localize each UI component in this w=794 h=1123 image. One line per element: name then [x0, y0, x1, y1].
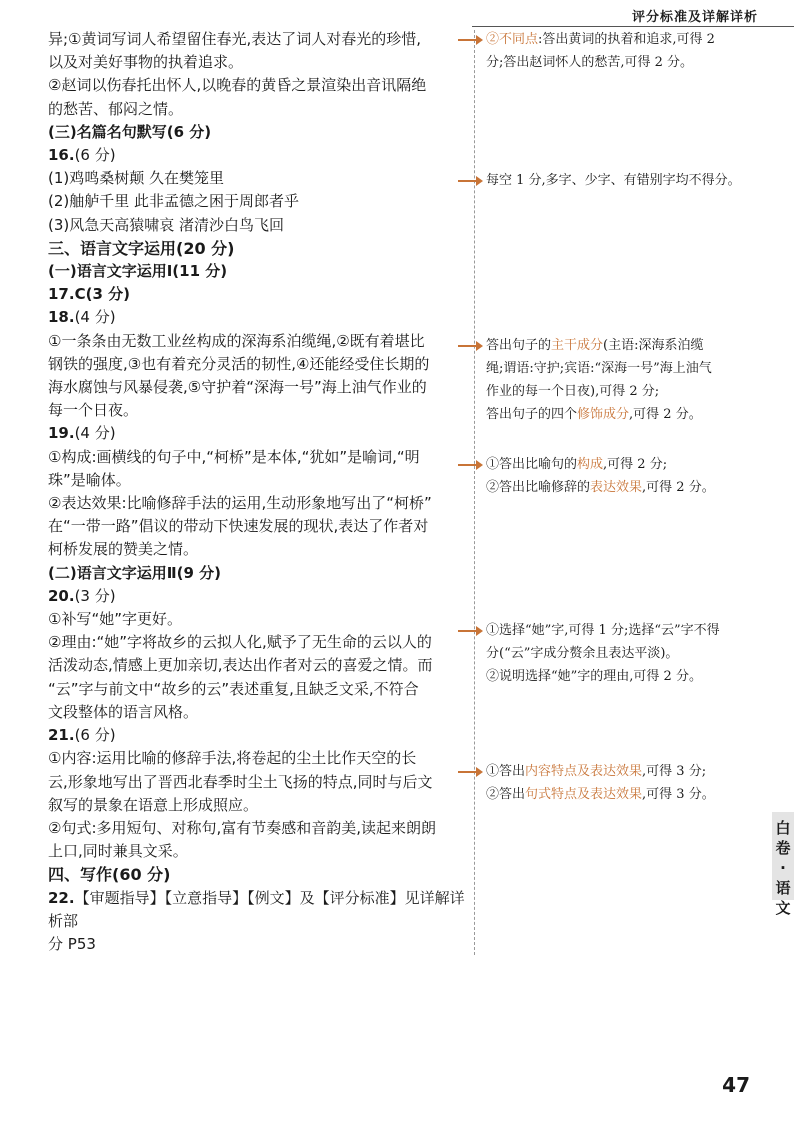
highlight-term: 表达效果	[590, 480, 643, 495]
answer-line: 每一个日夜。	[48, 401, 139, 420]
rubric-text: 每空 1 分,多字、少字、有错别字均不得分。	[486, 173, 741, 188]
arrow-icon	[458, 345, 480, 347]
answer-line: 的愁苦、郁闷之情。	[48, 99, 184, 118]
rubric-text: 答出句子的四个	[486, 407, 578, 422]
answer-line: 在“一带一路”倡议的带动下快速发展的现状,表达了作者对	[48, 517, 429, 536]
answer-line: 【审题指导】【立意指导】【例文】及【评分标准】见详解详析部	[48, 888, 465, 930]
rubric-text: 答出句子的	[486, 338, 552, 353]
answer-column	[48, 28, 470, 956]
question-number: 18.	[48, 308, 75, 327]
question-score: (4 分)	[74, 424, 116, 443]
rubric-text: ①答出	[486, 764, 526, 779]
rubric-text: ,可得 3 分;	[642, 764, 707, 779]
rubric-text: ①答出比喻句的	[486, 457, 578, 472]
answer-line: ②句式:多用短句、对称句,富有节奏感和音韵美,读起来朗朗	[48, 818, 437, 837]
answer-line: 海水腐蚀与风暴侵袭,⑤守护着“深海一号”海上油气作业的	[48, 378, 427, 397]
arrow-icon	[458, 464, 480, 466]
question-score: (6 分)	[74, 726, 116, 745]
rubric-text: ②答出	[486, 787, 526, 802]
rubric-text: :答出黄词的执着和追求,可得 2	[538, 32, 715, 47]
side-tab-char: ·	[780, 859, 786, 877]
answer-line: ②理由:“她”字将故乡的云拟人化,赋予了无生命的云以人的	[48, 633, 432, 652]
rubric-text: ,可得 3 分。	[642, 787, 715, 802]
question-19	[48, 422, 470, 445]
column-divider	[474, 30, 475, 955]
rubric-text: 分;答出赵词怀人的愁苦,可得 2 分。	[486, 55, 694, 70]
page-number: 47	[722, 1073, 750, 1097]
answer-line: (1)鸡鸣桑树颠 久在樊笼里	[48, 169, 225, 188]
rubric-text: 分(“云”字成分赘余且表达平淡)。	[486, 646, 679, 661]
rubric-note	[486, 760, 766, 806]
arrow-icon	[458, 630, 480, 632]
answer-line: ①内容:运用比喻的修辞手法,将卷起的尘土比作天空的长	[48, 749, 417, 768]
header-rule	[472, 26, 794, 27]
section-heading: 四、写作(60 分)	[48, 865, 171, 885]
question-number: 21.	[48, 726, 75, 745]
subsection-heading: (一)语言文字运用Ⅰ(11 分)	[48, 262, 228, 281]
side-tab-char: 语	[775, 879, 791, 897]
question-21	[48, 724, 470, 747]
question-answer: C(3 分)	[74, 285, 130, 304]
side-tab-char: 文	[775, 899, 791, 917]
highlight-term: ②不同点	[486, 32, 539, 47]
answer-line: 叙写的景象在语意上形成照应。	[48, 795, 259, 814]
answer-line: ②赵词以伤春托出怀人,以晚春的黄昏之景渲染出音讯隔绝	[48, 76, 427, 95]
answer-line: (3)风急天高猿啸哀 渚清沙白鸟飞回	[48, 215, 285, 234]
answer-line: ①构成:画横线的句子中,“柯桥”是本体,“犹如”是喻词,“明	[48, 447, 420, 466]
rubric-text: (主语:深海系泊缆	[603, 338, 704, 353]
answer-line: 上口,同时兼具文采。	[48, 842, 188, 861]
section-heading: (三)名篇名句默写(6 分)	[48, 122, 212, 141]
answer-line: 云,形象地写出了晋西北春季时尘土飞扬的特点,同时与后文	[48, 772, 433, 791]
answer-line: 分 P53	[48, 934, 96, 953]
rubric-note	[486, 28, 766, 74]
rubric-text: ,可得 2 分;	[603, 457, 668, 472]
arrow-icon	[458, 180, 480, 182]
highlight-term: 内容特点及表达效果	[525, 764, 643, 779]
question-17	[48, 283, 470, 306]
question-number: 19.	[48, 424, 75, 443]
answer-line: 钢铁的强度,③也有着充分灵活的韧性,④还能经受住长期的	[48, 354, 430, 373]
question-22	[48, 887, 470, 933]
rubric-text: ②说明选择“她”字的理由,可得 2 分。	[486, 669, 702, 684]
rubric-text: ,可得 2 分。	[642, 480, 715, 495]
question-number: 22.	[48, 888, 75, 907]
side-tab-char: 卷	[775, 839, 791, 857]
question-18	[48, 306, 470, 329]
question-number: 16.	[48, 146, 75, 165]
answer-line: ①补写“她”字更好。	[48, 610, 182, 629]
side-tab	[772, 812, 794, 917]
answer-line: ①一条条由无数工业丝构成的深海系泊缆绳,②既有着堪比	[48, 331, 425, 350]
answer-line: 异;①黄词写词人希望留住春光,表达了词人对春光的珍惜,	[48, 30, 422, 48]
answer-line: ②表达效果:比喻修辞手法的运用,生动形象地写出了“柯桥”	[48, 494, 432, 513]
answer-line: 文段整体的语言风格。	[48, 702, 199, 721]
rubric-note	[486, 619, 766, 688]
rubric-note	[486, 453, 766, 499]
rubric-note	[486, 169, 766, 192]
subsection-heading: (二)语言文字运用Ⅱ(9 分)	[48, 563, 221, 582]
rubric-text: 作业的每一个日夜),可得 2 分;	[486, 384, 660, 399]
rubric-text: ①选择“她”字,可得 1 分;选择“云”字不得	[486, 623, 720, 638]
section-heading: 三、语言文字运用(20 分)	[48, 238, 235, 258]
rubric-text: ②答出比喻修辞的	[486, 480, 591, 495]
question-number: 17.	[48, 285, 75, 304]
highlight-term: 修饰成分	[577, 407, 630, 422]
arrow-icon	[458, 39, 480, 41]
answer-line: (2)舳舻千里 此非孟德之困于周郎者乎	[48, 192, 300, 211]
question-20	[48, 585, 470, 608]
side-tab-char: 白	[775, 819, 791, 837]
answer-line: 柯桥发展的赞美之情。	[48, 540, 199, 559]
question-score: (4 分)	[74, 308, 116, 327]
arrow-icon	[458, 771, 480, 773]
answer-line: “云”字与前文中“故乡的云”表述重复,且缺乏文采,不符合	[48, 679, 419, 698]
answer-line: 珠”是喻体。	[48, 470, 131, 489]
highlight-term: 句式特点及表达效果	[525, 787, 643, 802]
answer-line: 活泼动态,情感上更加亲切,表达出作者对云的喜爱之情。而	[48, 656, 433, 675]
highlight-term: 构成	[577, 457, 604, 472]
header-title: 评分标准及详解详析	[631, 10, 758, 25]
highlight-term: 主干成分	[551, 338, 604, 353]
question-16	[48, 144, 470, 167]
answer-line: 以及对美好事物的执着追求。	[48, 53, 244, 72]
question-number: 20.	[48, 586, 75, 605]
question-score: (6 分)	[74, 146, 116, 165]
rubric-note	[486, 334, 766, 426]
question-score: (3 分)	[74, 586, 116, 605]
rubric-text: ,可得 2 分。	[629, 407, 702, 422]
rubric-text: 绳;谓语:守护;宾语:“深海一号”海上油气	[486, 361, 712, 376]
